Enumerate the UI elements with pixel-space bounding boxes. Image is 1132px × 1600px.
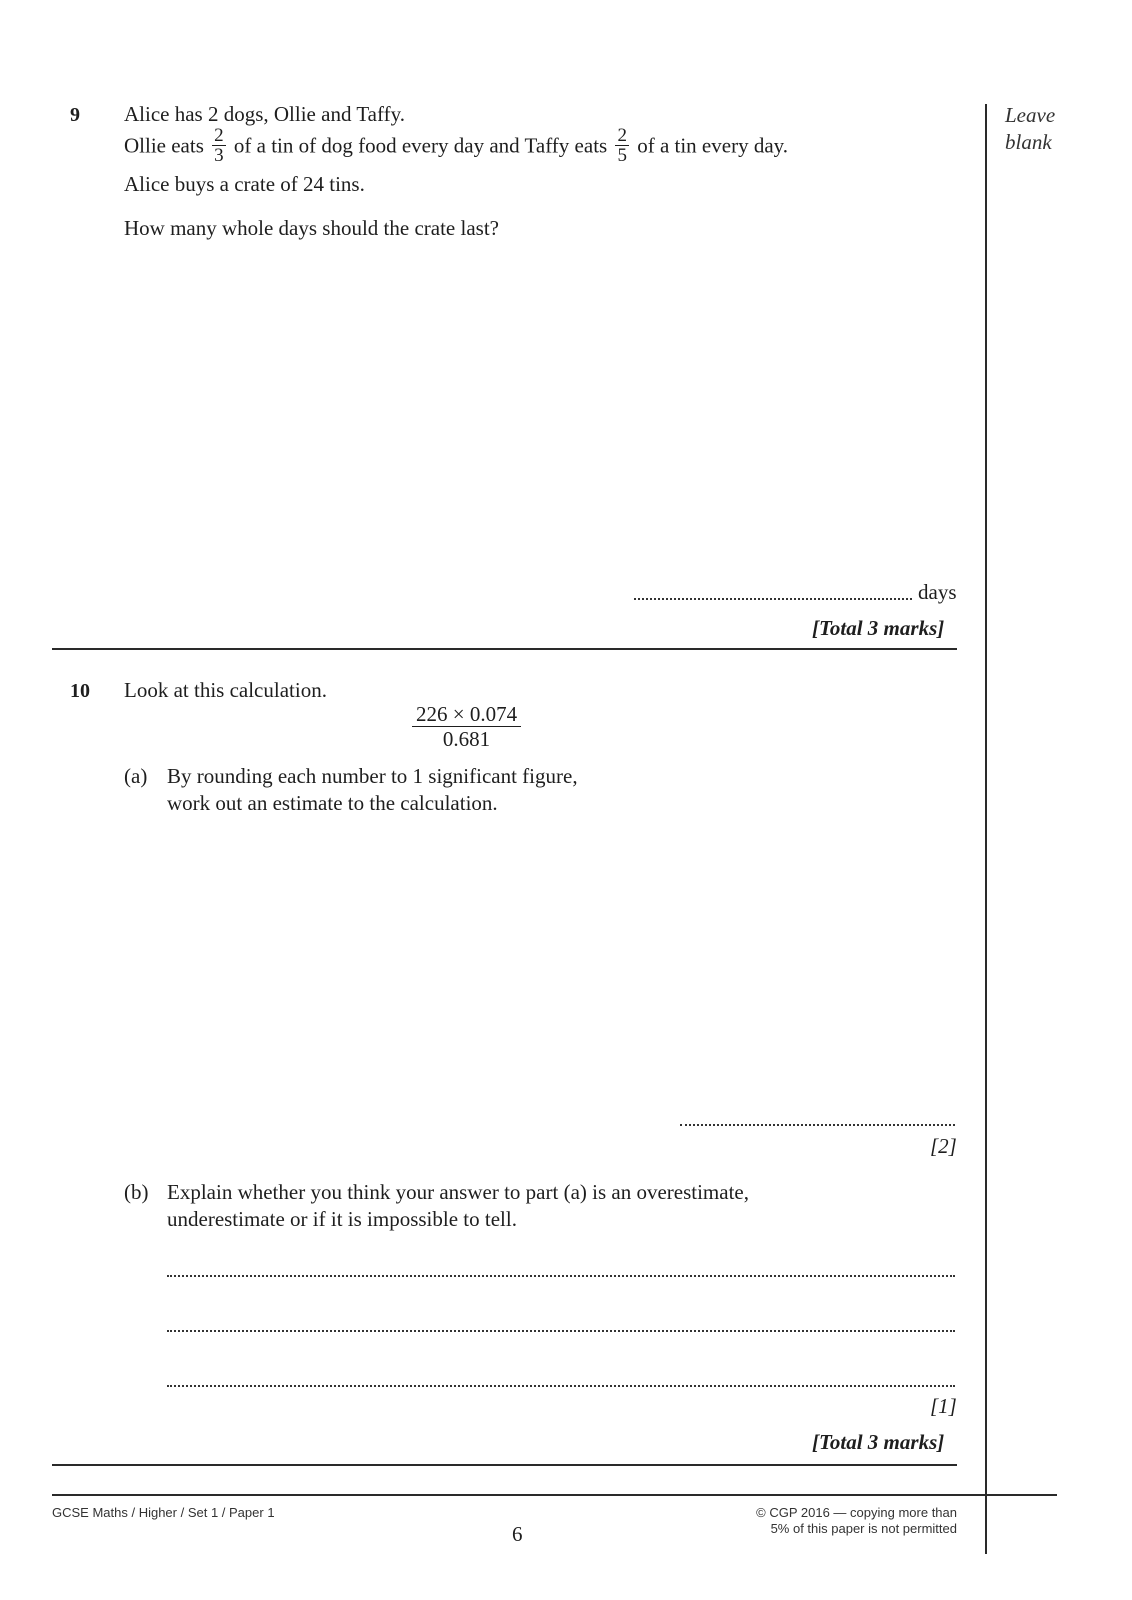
leave-label: Leave (1005, 103, 1056, 127)
copyright-line2: 5% of this paper is not permitted (770, 1521, 957, 1536)
q9-line2-c: of a tin every day. (637, 133, 789, 158)
footer-copyright (700, 1505, 957, 1537)
q10a-label: (a) (124, 764, 148, 788)
frac2-denominator: 5 (617, 145, 627, 166)
q10b-answer-line-3[interactable] (167, 1385, 955, 1387)
frac2-numerator: 2 (617, 125, 627, 146)
fraction-two-fifths (615, 126, 629, 165)
q9-line1: Alice has 2 dogs, Ollie and Taffy. (124, 102, 405, 126)
q9-total-marks: [Total 3 marks] (812, 616, 945, 640)
calc-numerator: 226 × 0.074 (412, 702, 521, 727)
q9-line2-a: Ollie eats (124, 133, 204, 158)
q10b-label: (b) (124, 1180, 149, 1204)
frac1-numerator: 2 (214, 125, 224, 146)
footer-rule (52, 1494, 1057, 1496)
q9-number: 9 (70, 104, 80, 126)
q9-line2 (124, 125, 789, 167)
q9-divider (52, 648, 957, 650)
q10-divider (52, 1464, 957, 1466)
frac1-denominator: 3 (214, 145, 224, 166)
blank-label: blank (1005, 130, 1052, 154)
q9-answer-line[interactable] (634, 598, 912, 600)
q10-number: 10 (70, 680, 90, 702)
calc-denominator: 0.681 (442, 727, 491, 751)
q9-line2-b: of a tin of dog food every day and Taffy eats (233, 133, 608, 158)
fraction-two-thirds (212, 126, 226, 165)
q9-line3: Alice buys a crate of 24 tins. (124, 172, 365, 196)
q10b-answer-line-2[interactable] (167, 1330, 955, 1332)
leave-blank-note (1005, 102, 1055, 156)
q10a-answer-line[interactable] (680, 1124, 955, 1126)
copyright-line1: © CGP 2016 — copying more than (756, 1505, 957, 1520)
q10a-marks: [2] (930, 1134, 957, 1158)
q10-total-marks: [Total 3 marks] (812, 1430, 945, 1454)
margin-rule (985, 104, 987, 1554)
calculation-fraction (412, 702, 521, 751)
q10b-marks: [1] (930, 1394, 957, 1418)
q10b-line1: Explain whether you think your answer to part (a) is an overestimate, (167, 1180, 749, 1204)
q10-intro: Look at this calculation. (124, 678, 327, 702)
q10b-line2: underestimate or if it is impossible to tell. (167, 1207, 517, 1231)
q10a-line2: work out an estimate to the calculation. (167, 791, 498, 815)
q9-question: How many whole days should the crate last? (124, 216, 499, 240)
footer-paper-title: GCSE Maths / Higher / Set 1 / Paper 1 (52, 1505, 275, 1520)
q10b-answer-line-1[interactable] (167, 1275, 955, 1277)
q10a-line1: By rounding each number to 1 significant figure, (167, 764, 578, 788)
q9-answer-unit: days (918, 580, 957, 604)
page-number: 6 (512, 1522, 523, 1546)
